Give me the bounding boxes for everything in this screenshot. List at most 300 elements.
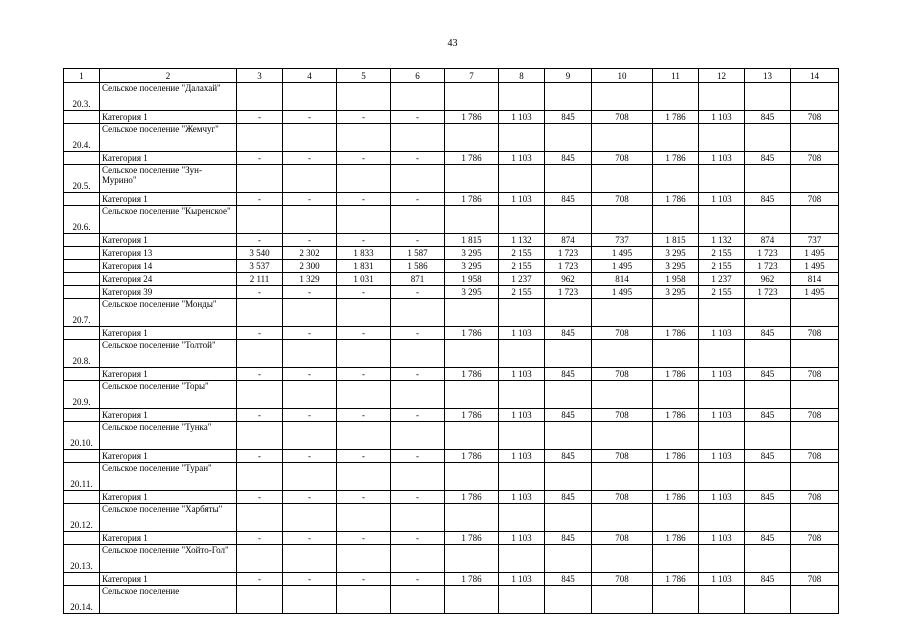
empty-cell xyxy=(653,586,699,614)
value-cell: - xyxy=(283,491,337,504)
empty-cell xyxy=(791,83,839,111)
empty-cell xyxy=(653,83,699,111)
value-cell: 708 xyxy=(592,193,653,206)
value-cell: - xyxy=(237,286,283,299)
value-cell: 708 xyxy=(791,409,839,422)
category-name: Категория 1 xyxy=(100,532,237,545)
empty-cell xyxy=(337,381,391,409)
empty-cell xyxy=(64,573,100,586)
value-cell: 3 295 xyxy=(653,247,699,260)
empty-cell xyxy=(592,206,653,234)
empty-cell xyxy=(545,545,592,573)
value-cell: 708 xyxy=(592,450,653,463)
empty-cell xyxy=(653,463,699,491)
section-number: 20.4. xyxy=(64,124,100,152)
value-cell: 962 xyxy=(745,273,791,286)
value-cell: 845 xyxy=(745,409,791,422)
value-cell: 1 786 xyxy=(445,152,499,165)
value-cell: 1 103 xyxy=(699,193,745,206)
value-cell: 874 xyxy=(745,234,791,247)
value-cell: 708 xyxy=(592,368,653,381)
value-cell: - xyxy=(391,152,445,165)
value-cell: - xyxy=(391,234,445,247)
category-row xyxy=(64,450,839,463)
value-cell: 845 xyxy=(545,532,592,545)
empty-cell xyxy=(283,165,337,193)
empty-cell xyxy=(745,299,791,327)
empty-cell xyxy=(699,83,745,111)
value-cell: 1 786 xyxy=(653,193,699,206)
value-cell: - xyxy=(337,286,391,299)
empty-cell xyxy=(391,340,445,368)
value-cell: 3 295 xyxy=(653,260,699,273)
value-cell: 1 031 xyxy=(337,273,391,286)
empty-cell xyxy=(499,206,545,234)
value-cell: 1 786 xyxy=(445,573,499,586)
value-cell: 1 723 xyxy=(745,247,791,260)
empty-cell xyxy=(337,83,391,111)
category-row xyxy=(64,193,839,206)
empty-cell xyxy=(592,463,653,491)
empty-cell xyxy=(745,206,791,234)
empty-cell xyxy=(337,463,391,491)
value-cell: 708 xyxy=(592,409,653,422)
value-cell: 1 786 xyxy=(653,450,699,463)
value-cell: 1 723 xyxy=(545,247,592,260)
section-row xyxy=(64,124,839,152)
value-cell: 1 495 xyxy=(592,286,653,299)
value-cell: 1 786 xyxy=(653,573,699,586)
section-name: Сельское поселение "Монды" xyxy=(100,299,237,327)
value-cell: 845 xyxy=(545,491,592,504)
category-row xyxy=(64,409,839,422)
value-cell: 845 xyxy=(745,152,791,165)
value-cell: - xyxy=(337,193,391,206)
category-row xyxy=(64,111,839,124)
value-cell: 1 958 xyxy=(445,273,499,286)
empty-cell xyxy=(699,124,745,152)
empty-cell xyxy=(64,409,100,422)
empty-cell xyxy=(64,273,100,286)
value-cell: - xyxy=(391,573,445,586)
value-cell: 1 723 xyxy=(545,260,592,273)
value-cell: 845 xyxy=(745,368,791,381)
value-cell: 845 xyxy=(545,368,592,381)
value-cell: - xyxy=(391,368,445,381)
value-cell: 1 586 xyxy=(391,260,445,273)
section-number: 20.7. xyxy=(64,299,100,327)
value-cell: 1 103 xyxy=(499,491,545,504)
value-cell: 2 300 xyxy=(283,260,337,273)
empty-cell xyxy=(237,206,283,234)
category-name: Категория 24 xyxy=(100,273,237,286)
empty-cell xyxy=(791,545,839,573)
section-number: 20.14. xyxy=(64,586,100,614)
empty-cell xyxy=(699,463,745,491)
empty-cell xyxy=(499,381,545,409)
value-cell: - xyxy=(337,532,391,545)
value-cell: 1 587 xyxy=(391,247,445,260)
empty-cell xyxy=(337,586,391,614)
tariff-table xyxy=(63,68,839,614)
value-cell: 708 xyxy=(592,111,653,124)
empty-cell xyxy=(337,206,391,234)
value-cell: 1 103 xyxy=(699,491,745,504)
empty-cell xyxy=(545,504,592,532)
value-cell: 708 xyxy=(592,491,653,504)
empty-cell xyxy=(545,83,592,111)
value-cell: 708 xyxy=(592,327,653,340)
value-cell: 708 xyxy=(791,532,839,545)
value-cell: 1 786 xyxy=(445,491,499,504)
empty-cell xyxy=(545,165,592,193)
section-name: Сельское поселение "Зун-Мурино" xyxy=(100,165,237,193)
empty-cell xyxy=(653,340,699,368)
column-header: 1 xyxy=(64,69,100,83)
value-cell: 845 xyxy=(545,409,592,422)
value-cell: 3 295 xyxy=(445,286,499,299)
section-name: Сельское поселение xyxy=(100,586,237,614)
value-cell: 1 103 xyxy=(499,327,545,340)
category-row xyxy=(64,327,839,340)
empty-cell xyxy=(237,381,283,409)
value-cell: - xyxy=(283,111,337,124)
value-cell: 1 786 xyxy=(445,532,499,545)
value-cell: 1 495 xyxy=(592,247,653,260)
value-cell: 1 103 xyxy=(699,111,745,124)
value-cell: - xyxy=(283,327,337,340)
empty-cell xyxy=(445,124,499,152)
empty-cell xyxy=(237,299,283,327)
empty-cell xyxy=(283,545,337,573)
value-cell: 1 103 xyxy=(699,152,745,165)
value-cell: - xyxy=(337,327,391,340)
empty-cell xyxy=(283,422,337,450)
empty-cell xyxy=(499,586,545,614)
value-cell: 1 237 xyxy=(699,273,745,286)
empty-cell xyxy=(391,463,445,491)
value-cell: 1 958 xyxy=(653,273,699,286)
empty-cell xyxy=(237,165,283,193)
value-cell: 1 103 xyxy=(699,450,745,463)
empty-cell xyxy=(545,422,592,450)
empty-cell xyxy=(445,422,499,450)
value-cell: 845 xyxy=(545,193,592,206)
value-cell: 1 786 xyxy=(445,450,499,463)
category-name: Категория 1 xyxy=(100,193,237,206)
empty-cell xyxy=(699,340,745,368)
empty-cell xyxy=(283,381,337,409)
empty-cell xyxy=(283,83,337,111)
empty-cell xyxy=(391,206,445,234)
empty-cell xyxy=(391,165,445,193)
empty-cell xyxy=(64,111,100,124)
empty-cell xyxy=(499,299,545,327)
empty-cell xyxy=(64,152,100,165)
value-cell: 3 295 xyxy=(445,247,499,260)
value-cell: 845 xyxy=(545,573,592,586)
value-cell: 1 495 xyxy=(791,286,839,299)
category-name: Категория 1 xyxy=(100,450,237,463)
empty-cell xyxy=(237,504,283,532)
empty-cell xyxy=(699,586,745,614)
column-header: 9 xyxy=(545,69,592,83)
value-cell: - xyxy=(337,491,391,504)
value-cell: 845 xyxy=(745,573,791,586)
value-cell: 1 723 xyxy=(545,286,592,299)
empty-cell xyxy=(283,340,337,368)
section-row xyxy=(64,545,839,573)
category-row xyxy=(64,286,839,299)
value-cell: 708 xyxy=(791,193,839,206)
value-cell: - xyxy=(237,450,283,463)
value-cell: 1 786 xyxy=(653,111,699,124)
empty-cell xyxy=(699,165,745,193)
empty-cell xyxy=(64,247,100,260)
value-cell: - xyxy=(283,286,337,299)
value-cell: 708 xyxy=(791,573,839,586)
empty-cell xyxy=(791,340,839,368)
empty-cell xyxy=(745,545,791,573)
value-cell: 871 xyxy=(391,273,445,286)
category-name: Категория 1 xyxy=(100,573,237,586)
empty-cell xyxy=(283,299,337,327)
value-cell: 1 103 xyxy=(499,573,545,586)
empty-cell xyxy=(237,586,283,614)
category-row xyxy=(64,491,839,504)
empty-cell xyxy=(237,545,283,573)
category-row xyxy=(64,247,839,260)
column-header: 7 xyxy=(445,69,499,83)
value-cell: - xyxy=(337,368,391,381)
value-cell: 1 723 xyxy=(745,286,791,299)
empty-cell xyxy=(745,83,791,111)
value-cell: 2 111 xyxy=(237,273,283,286)
section-name: Сельское поселение "Кыренское" xyxy=(100,206,237,234)
empty-cell xyxy=(791,381,839,409)
value-cell: 845 xyxy=(745,111,791,124)
value-cell: 1 103 xyxy=(699,532,745,545)
value-cell: 1 237 xyxy=(499,273,545,286)
value-cell: 737 xyxy=(592,234,653,247)
empty-cell xyxy=(791,422,839,450)
empty-cell xyxy=(592,422,653,450)
empty-cell xyxy=(499,463,545,491)
empty-cell xyxy=(592,83,653,111)
empty-cell xyxy=(391,381,445,409)
empty-cell xyxy=(391,299,445,327)
empty-cell xyxy=(283,463,337,491)
empty-cell xyxy=(391,422,445,450)
value-cell: 2 155 xyxy=(699,286,745,299)
value-cell: 1 786 xyxy=(445,193,499,206)
value-cell: - xyxy=(337,152,391,165)
value-cell: 845 xyxy=(745,193,791,206)
value-cell: 1 329 xyxy=(283,273,337,286)
value-cell: 2 155 xyxy=(499,286,545,299)
value-cell: - xyxy=(337,409,391,422)
section-name: Сельское поселение "Далахай" xyxy=(100,83,237,111)
empty-cell xyxy=(64,260,100,273)
empty-cell xyxy=(391,124,445,152)
value-cell: 1 495 xyxy=(791,260,839,273)
value-cell: 1 815 xyxy=(445,234,499,247)
empty-cell xyxy=(499,124,545,152)
empty-cell xyxy=(445,586,499,614)
empty-cell xyxy=(391,545,445,573)
empty-cell xyxy=(699,422,745,450)
value-cell: 708 xyxy=(791,491,839,504)
column-header: 2 xyxy=(100,69,237,83)
value-cell: - xyxy=(283,152,337,165)
value-cell: - xyxy=(237,111,283,124)
value-cell: - xyxy=(337,111,391,124)
empty-cell xyxy=(64,286,100,299)
value-cell: - xyxy=(391,532,445,545)
empty-cell xyxy=(237,124,283,152)
value-cell: 3 540 xyxy=(237,247,283,260)
empty-cell xyxy=(283,206,337,234)
value-cell: - xyxy=(283,193,337,206)
column-header: 14 xyxy=(791,69,839,83)
empty-cell xyxy=(745,463,791,491)
value-cell: 1 103 xyxy=(699,409,745,422)
value-cell: 1 103 xyxy=(499,193,545,206)
column-header: 12 xyxy=(699,69,745,83)
value-cell: 708 xyxy=(791,450,839,463)
empty-cell xyxy=(592,299,653,327)
empty-cell xyxy=(699,299,745,327)
value-cell: 1 786 xyxy=(445,327,499,340)
column-header: 11 xyxy=(653,69,699,83)
column-header: 6 xyxy=(391,69,445,83)
empty-cell xyxy=(445,299,499,327)
value-cell: 1 132 xyxy=(699,234,745,247)
empty-cell xyxy=(592,124,653,152)
empty-cell xyxy=(699,206,745,234)
section-row xyxy=(64,299,839,327)
section-number: 20.11. xyxy=(64,463,100,491)
section-number: 20.6. xyxy=(64,206,100,234)
section-row xyxy=(64,381,839,409)
value-cell: 2 155 xyxy=(699,247,745,260)
value-cell: - xyxy=(391,286,445,299)
empty-cell xyxy=(64,327,100,340)
empty-cell xyxy=(653,124,699,152)
empty-cell xyxy=(791,463,839,491)
category-name: Категория 13 xyxy=(100,247,237,260)
empty-cell xyxy=(445,463,499,491)
value-cell: - xyxy=(237,491,283,504)
value-cell: 1 786 xyxy=(653,491,699,504)
value-cell: 708 xyxy=(791,327,839,340)
empty-cell xyxy=(745,340,791,368)
section-row xyxy=(64,586,839,614)
section-name: Сельское поселение "Харбяты" xyxy=(100,504,237,532)
section-number: 20.8. xyxy=(64,340,100,368)
empty-cell xyxy=(337,299,391,327)
value-cell: - xyxy=(283,409,337,422)
header-row xyxy=(64,69,839,83)
value-cell: - xyxy=(391,491,445,504)
empty-cell xyxy=(445,545,499,573)
value-cell: 1 495 xyxy=(791,247,839,260)
section-row xyxy=(64,463,839,491)
empty-cell xyxy=(791,206,839,234)
empty-cell xyxy=(283,586,337,614)
value-cell: - xyxy=(237,532,283,545)
empty-cell xyxy=(499,165,545,193)
value-cell: - xyxy=(391,409,445,422)
value-cell: 1 786 xyxy=(653,327,699,340)
empty-cell xyxy=(745,504,791,532)
value-cell: 1 833 xyxy=(337,247,391,260)
value-cell: 1 103 xyxy=(699,573,745,586)
column-header: 8 xyxy=(499,69,545,83)
value-cell: - xyxy=(237,234,283,247)
value-cell: 1 786 xyxy=(653,532,699,545)
value-cell: 1 103 xyxy=(499,111,545,124)
category-row xyxy=(64,532,839,545)
value-cell: 845 xyxy=(745,327,791,340)
empty-cell xyxy=(64,234,100,247)
category-name: Категория 1 xyxy=(100,111,237,124)
empty-cell xyxy=(545,124,592,152)
empty-cell xyxy=(745,165,791,193)
value-cell: - xyxy=(337,234,391,247)
category-name: Категория 1 xyxy=(100,234,237,247)
category-row xyxy=(64,234,839,247)
page-number: 43 xyxy=(447,38,458,49)
empty-cell xyxy=(592,340,653,368)
empty-cell xyxy=(653,422,699,450)
value-cell: 845 xyxy=(545,327,592,340)
empty-cell xyxy=(499,83,545,111)
empty-cell xyxy=(545,340,592,368)
empty-cell xyxy=(745,422,791,450)
category-row xyxy=(64,260,839,273)
column-header: 5 xyxy=(337,69,391,83)
empty-cell xyxy=(445,340,499,368)
value-cell: - xyxy=(283,450,337,463)
empty-cell xyxy=(592,586,653,614)
empty-cell xyxy=(64,491,100,504)
empty-cell xyxy=(791,165,839,193)
value-cell: 1 103 xyxy=(499,409,545,422)
value-cell: 814 xyxy=(791,273,839,286)
value-cell: 3 295 xyxy=(445,260,499,273)
value-cell: 1 786 xyxy=(445,368,499,381)
category-name: Категория 1 xyxy=(100,409,237,422)
empty-cell xyxy=(791,504,839,532)
value-cell: 708 xyxy=(592,573,653,586)
value-cell: - xyxy=(391,193,445,206)
empty-cell xyxy=(499,340,545,368)
section-row xyxy=(64,340,839,368)
value-cell: 708 xyxy=(791,368,839,381)
empty-cell xyxy=(653,206,699,234)
empty-cell xyxy=(699,545,745,573)
empty-cell xyxy=(445,381,499,409)
empty-cell xyxy=(653,504,699,532)
value-cell: - xyxy=(283,234,337,247)
value-cell: 845 xyxy=(545,450,592,463)
value-cell: 1 103 xyxy=(499,152,545,165)
empty-cell xyxy=(745,381,791,409)
empty-cell xyxy=(653,381,699,409)
category-name: Категория 14 xyxy=(100,260,237,273)
value-cell: - xyxy=(337,450,391,463)
